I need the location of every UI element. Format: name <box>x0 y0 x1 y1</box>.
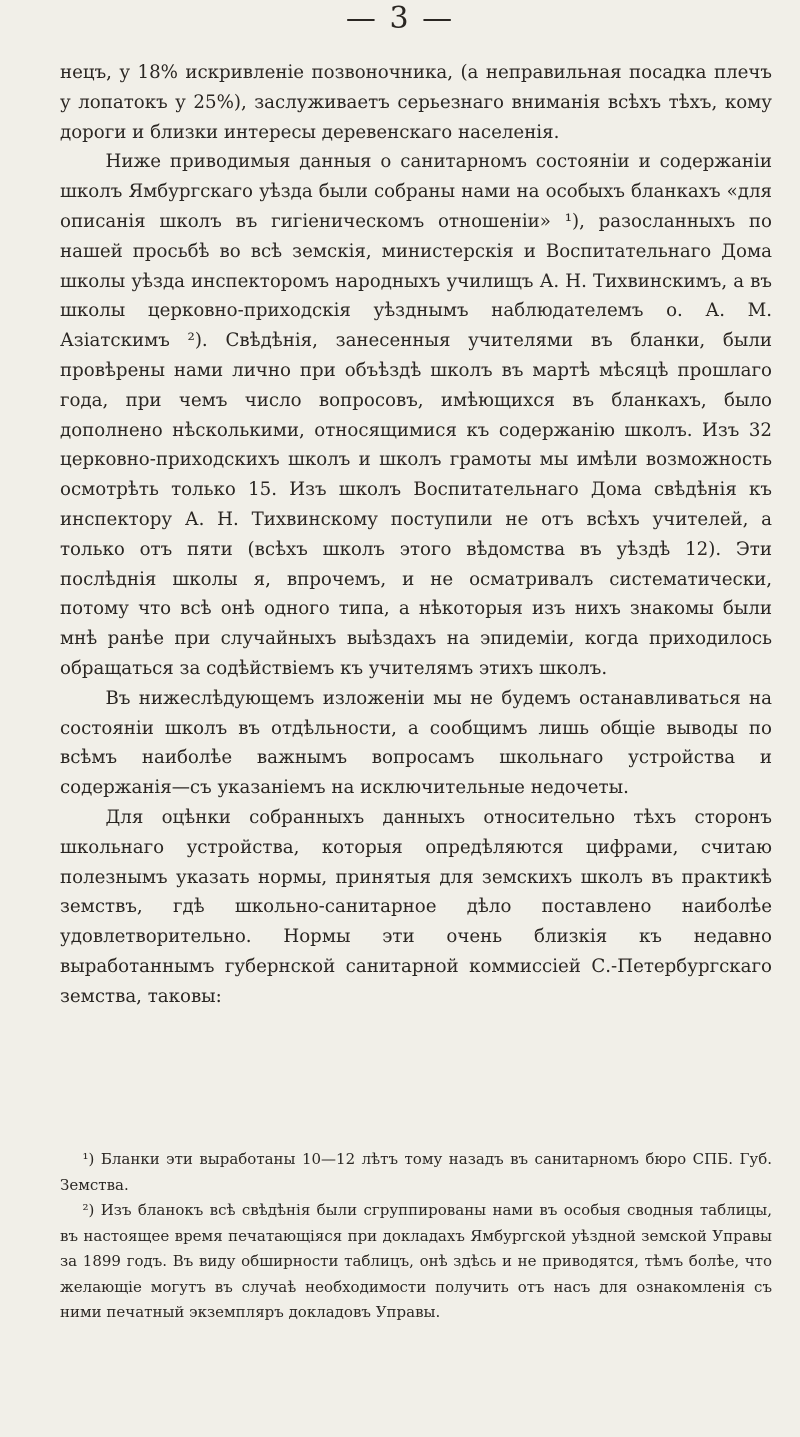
paragraph-data-collection: Ниже приводимыя данныя о санитарномъ состояніи и содержаніи школъ Ямбургскаго уѣзда были собраны нами на особыхъ бланкахъ «для описанія школъ въ гигіеническомъ отношеніи» ¹), разосланныхъ по нашей просьбѣ во всѣ земскія, министерскія и Воспитательнаго Дома школы уѣзда инспекторомъ народныхъ училищъ А. Н. Тихвинскимъ, а въ школы церковно-приходскія уѣзднымъ наблюдателемъ о. А. М. Азіатскимъ ²). Свѣдѣнія, занесенныя учителями въ бланки, были провѣрены нами лично при объѣздѣ школъ въ мартѣ мѣсяцѣ прошлаго года, при чемъ число вопросовъ, имѣющихся въ бланкахъ, было дополнено нѣсколькими, относящимися къ содержанію школъ. Изъ 32 церковно-приходскихъ школъ и школъ грамоты мы имѣли возможность осмотрѣть только 15. Изъ школъ Воспитательнаго Дома свѣдѣнія къ инспектору А. Н. Тихвинскому поступили не отъ всѣхъ учителей, а только отъ пяти (всѣхъ школъ этого вѣдомства въ уѣздѣ 12). Эти послѣднія школы я, впрочемъ, и не осматривалъ систематически, потому что всѣ онѣ одного типа, а нѣкоторыя изъ нихъ знакомы были мнѣ ранѣе при случайныхъ выѣздахъ на эпидеміи, когда приходилось обращаться за содѣйствіемъ къ учителямъ этихъ школъ. <box>60 151 772 679</box>
main-text <box>60 58 772 1012</box>
footnotes <box>60 1147 772 1326</box>
footnote-2: ²) Изъ бланокъ всѣ свѣдѣнія были сгруппированы нами въ особыя сводныя таблицы, въ настоящее время печатающіяся при докладахъ Ямбургской уѣздной земской Управы за 1899 годъ. Въ виду обширности таблицъ, онѣ здѣсь и не приводятся, тѣмъ болѣе, что желающіе могутъ въ случаѣ необходимости получить отъ насъ для ознакомленія съ ними печатный экземпляръ докладовъ Управы. <box>60 1201 772 1321</box>
paragraph-exposition: Въ нижеслѣдующемъ изложеніи мы не будемъ останавливаться на состояніи школъ въ отдѣльности, а сообщимъ лишь общіе выводы по всѣмъ наиболѣе важнымъ вопросамъ школьнаго устройства и содержанія—съ указаніемъ на исключительные недочеты. <box>60 687 772 799</box>
footnote-1: ¹) Бланки эти выработаны 10—12 лѣтъ тому назадъ въ санитарномъ бюро СПБ. Губ. Земства. <box>60 1150 772 1194</box>
paragraph-continued: нецъ, у 18% искривленіе позвоночника, (а неправильная посадка плечъ у лопатокъ у 25%), заслуживаетъ серьезнаго вниманія всѣхъ тѣхъ, кому дороги и близки интересы деревенскаго населенія. <box>60 62 772 143</box>
paragraph-norms: Для оцѣнки собранныхъ данныхъ относительно тѣхъ сторонъ школьнаго устройства, которыя опредѣляются цифрами, считаю полезнымъ указать нормы, принятыя для земскихъ школъ въ практикѣ земствъ, гдѣ школьно-санитарное дѣло поставлено наиболѣе удовлетворительно. Нормы эти очень близкія къ недавно выработаннымъ губернской санитарной коммиссіей С.-Петербургскаго земства, таковы: <box>60 806 772 1007</box>
page-number: — 3 — <box>345 1 455 36</box>
